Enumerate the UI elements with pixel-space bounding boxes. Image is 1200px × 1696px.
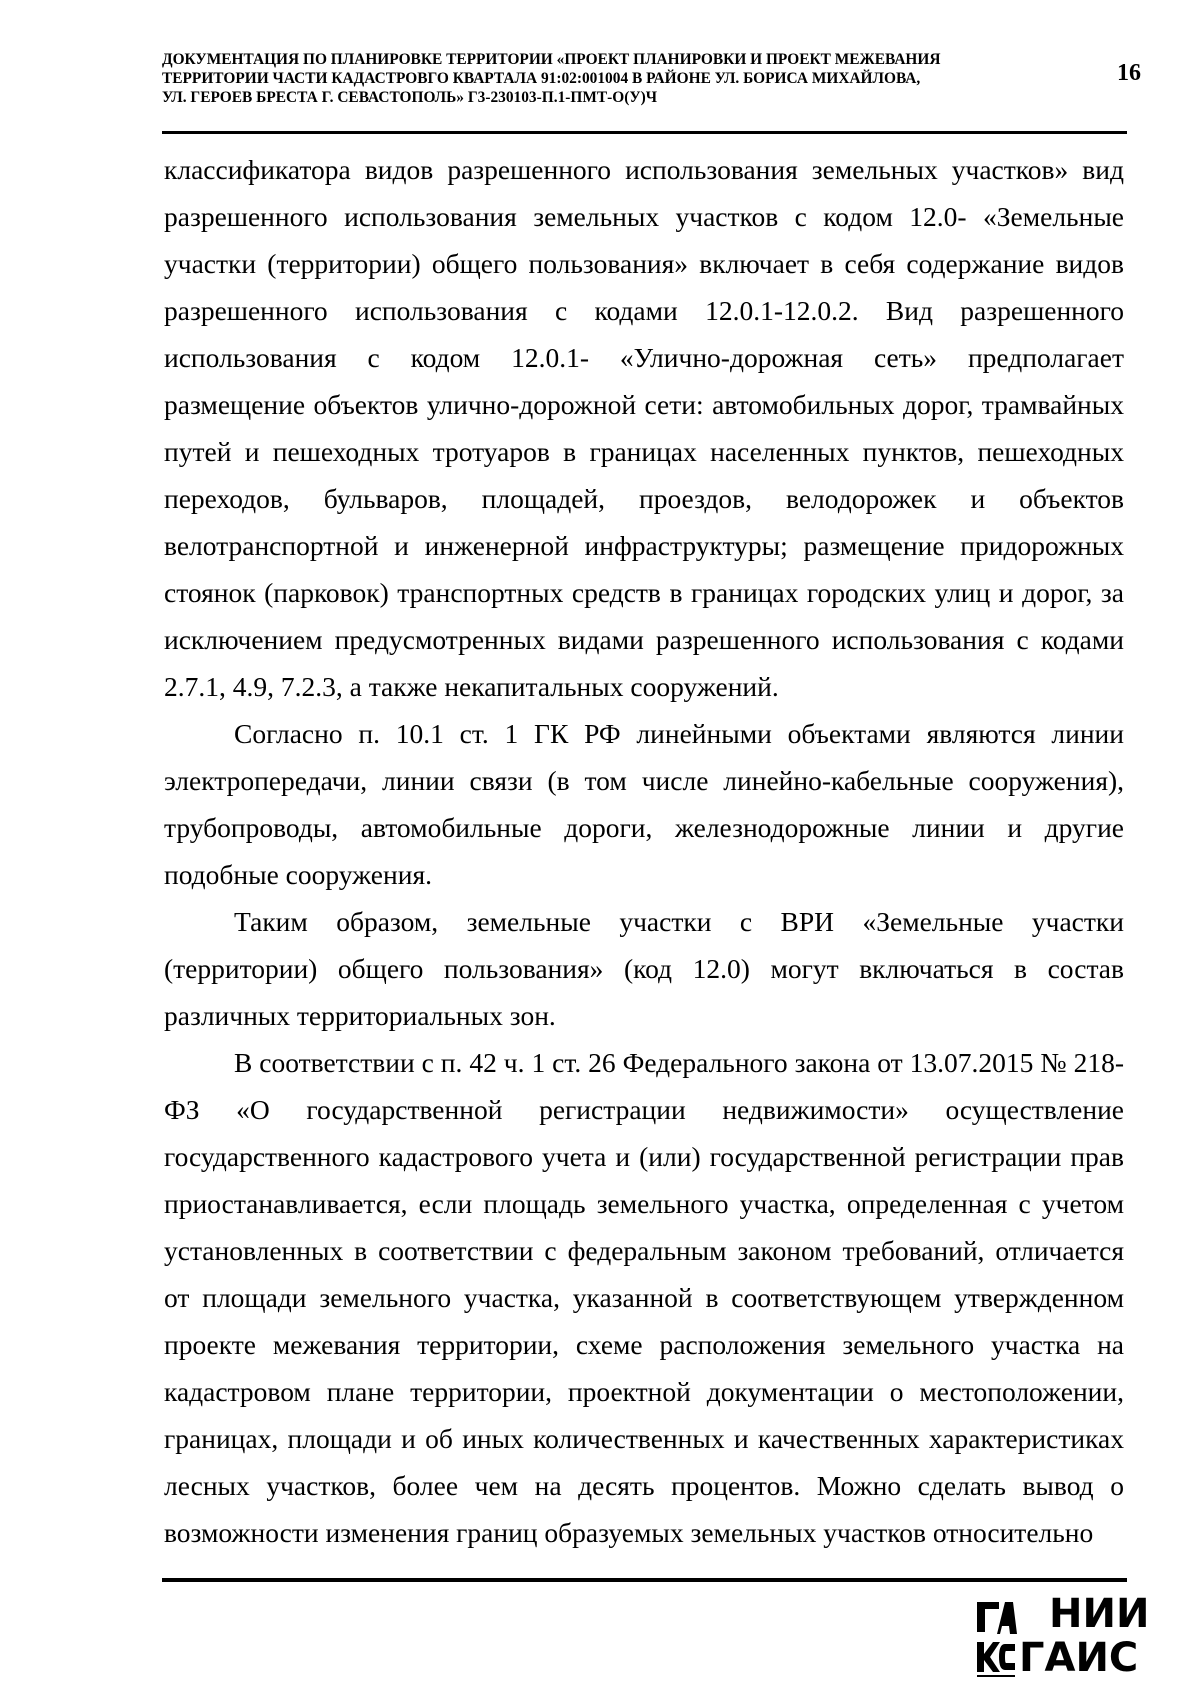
logo-mark-icon [975, 1596, 1017, 1680]
document-body [164, 146, 1124, 1556]
paragraph-1: классификатора видов разрешенного использования земельных участков» вид разрешенного использования земельных участков с кодом 12.0- «Земельные участки (территории) общего пользования» включает в себя содержание видов разрешенного использования с кодами 12.0.1-12.0.2. Вид разрешенного использования с кодом 12.0.1- «Улично-дорожная сеть» предполагает размещение объектов улично-дорожной сети: автомобильных дорог, трамвайных путей и пешеходных тротуаров в границах населенных пунктов, пешеходных переходов, бульваров, площадей, проездов, велодорожек и объектов велотранспортной и инженерной инфраструктуры; размещение придорожных стоянок (парковок) транспортных средств в границах городских улиц и дорог, за исключением предусмотренных видами разрешенного использования с кодами 2.7.1, 4.9, 7.2.3, а также некапитальных сооружений. [164, 154, 1124, 702]
logo-text [1019, 1591, 1150, 1681]
header-divider [162, 131, 1127, 134]
paragraph-4: В соответствии с п. 42 ч. 1 ст. 26 Федерального закона от 13.07.2015 № 218-ФЗ «О государственной регистрации недвижимости» осуществление государственного кадастрового учета и (или) государственной регистрации прав приостанавливается, если площадь земельного участка, определенная с учетом установленных в соответствии с федеральным законом требований, отличается от площади земельного участка, указанной в соответствующем утвержденном проекте межевания территории, схеме расположения земельного участка на кадастровом плане территории, проектной документации о местоположении, границах, площади и об иных количественных и качественных характеристиках лесных участков, более чем на десять процентов. Можно сделать вывод о возможности изменения границ образуемых земельных участков относительно [164, 1047, 1124, 1548]
footer-divider [162, 1578, 1127, 1582]
nii-gais-logo [975, 1591, 1150, 1684]
document-header [162, 50, 1062, 107]
logo-line-2: ГАИС [1019, 1635, 1139, 1681]
page-number: 16 [1117, 60, 1141, 86]
logo-line-1: НИИ [1049, 1591, 1150, 1637]
header-line-2: ТЕРРИТОРИИ ЧАСТИ КАДАСТРОВГО КВАРТАЛА 91:02:001004 В РАЙОНЕ УЛ. БОРИСА МИХАЙЛОВА, [162, 70, 921, 87]
header-line-3: УЛ. ГЕРОЕВ БРЕСТА Г. СЕВАСТОПОЛЬ» Г3-230103-П.1-ПМТ-О(У)Ч [162, 89, 658, 106]
header-line-1: ДОКУМЕНТАЦИЯ ПО ПЛАНИРОВКЕ ТЕРРИТОРИИ «ПРОЕКТ ПЛАНИРОВКИ И ПРОЕКТ МЕЖЕВАНИЯ [162, 51, 941, 68]
paragraph-3: Таким образом, земельные участки с ВРИ «Земельные участки (территории) общего пользования» (код 12.0) могут включаться в состав различных территориальных зон. [164, 906, 1124, 1031]
paragraph-2: Согласно п. 10.1 ст. 1 ГК РФ линейными объектами являются линии электропередачи, линии связи (в том числе линейно-кабельные сооружения), трубопроводы, автомобильные дороги, железнодорожные линии и другие подобные сооружения. [164, 718, 1124, 890]
